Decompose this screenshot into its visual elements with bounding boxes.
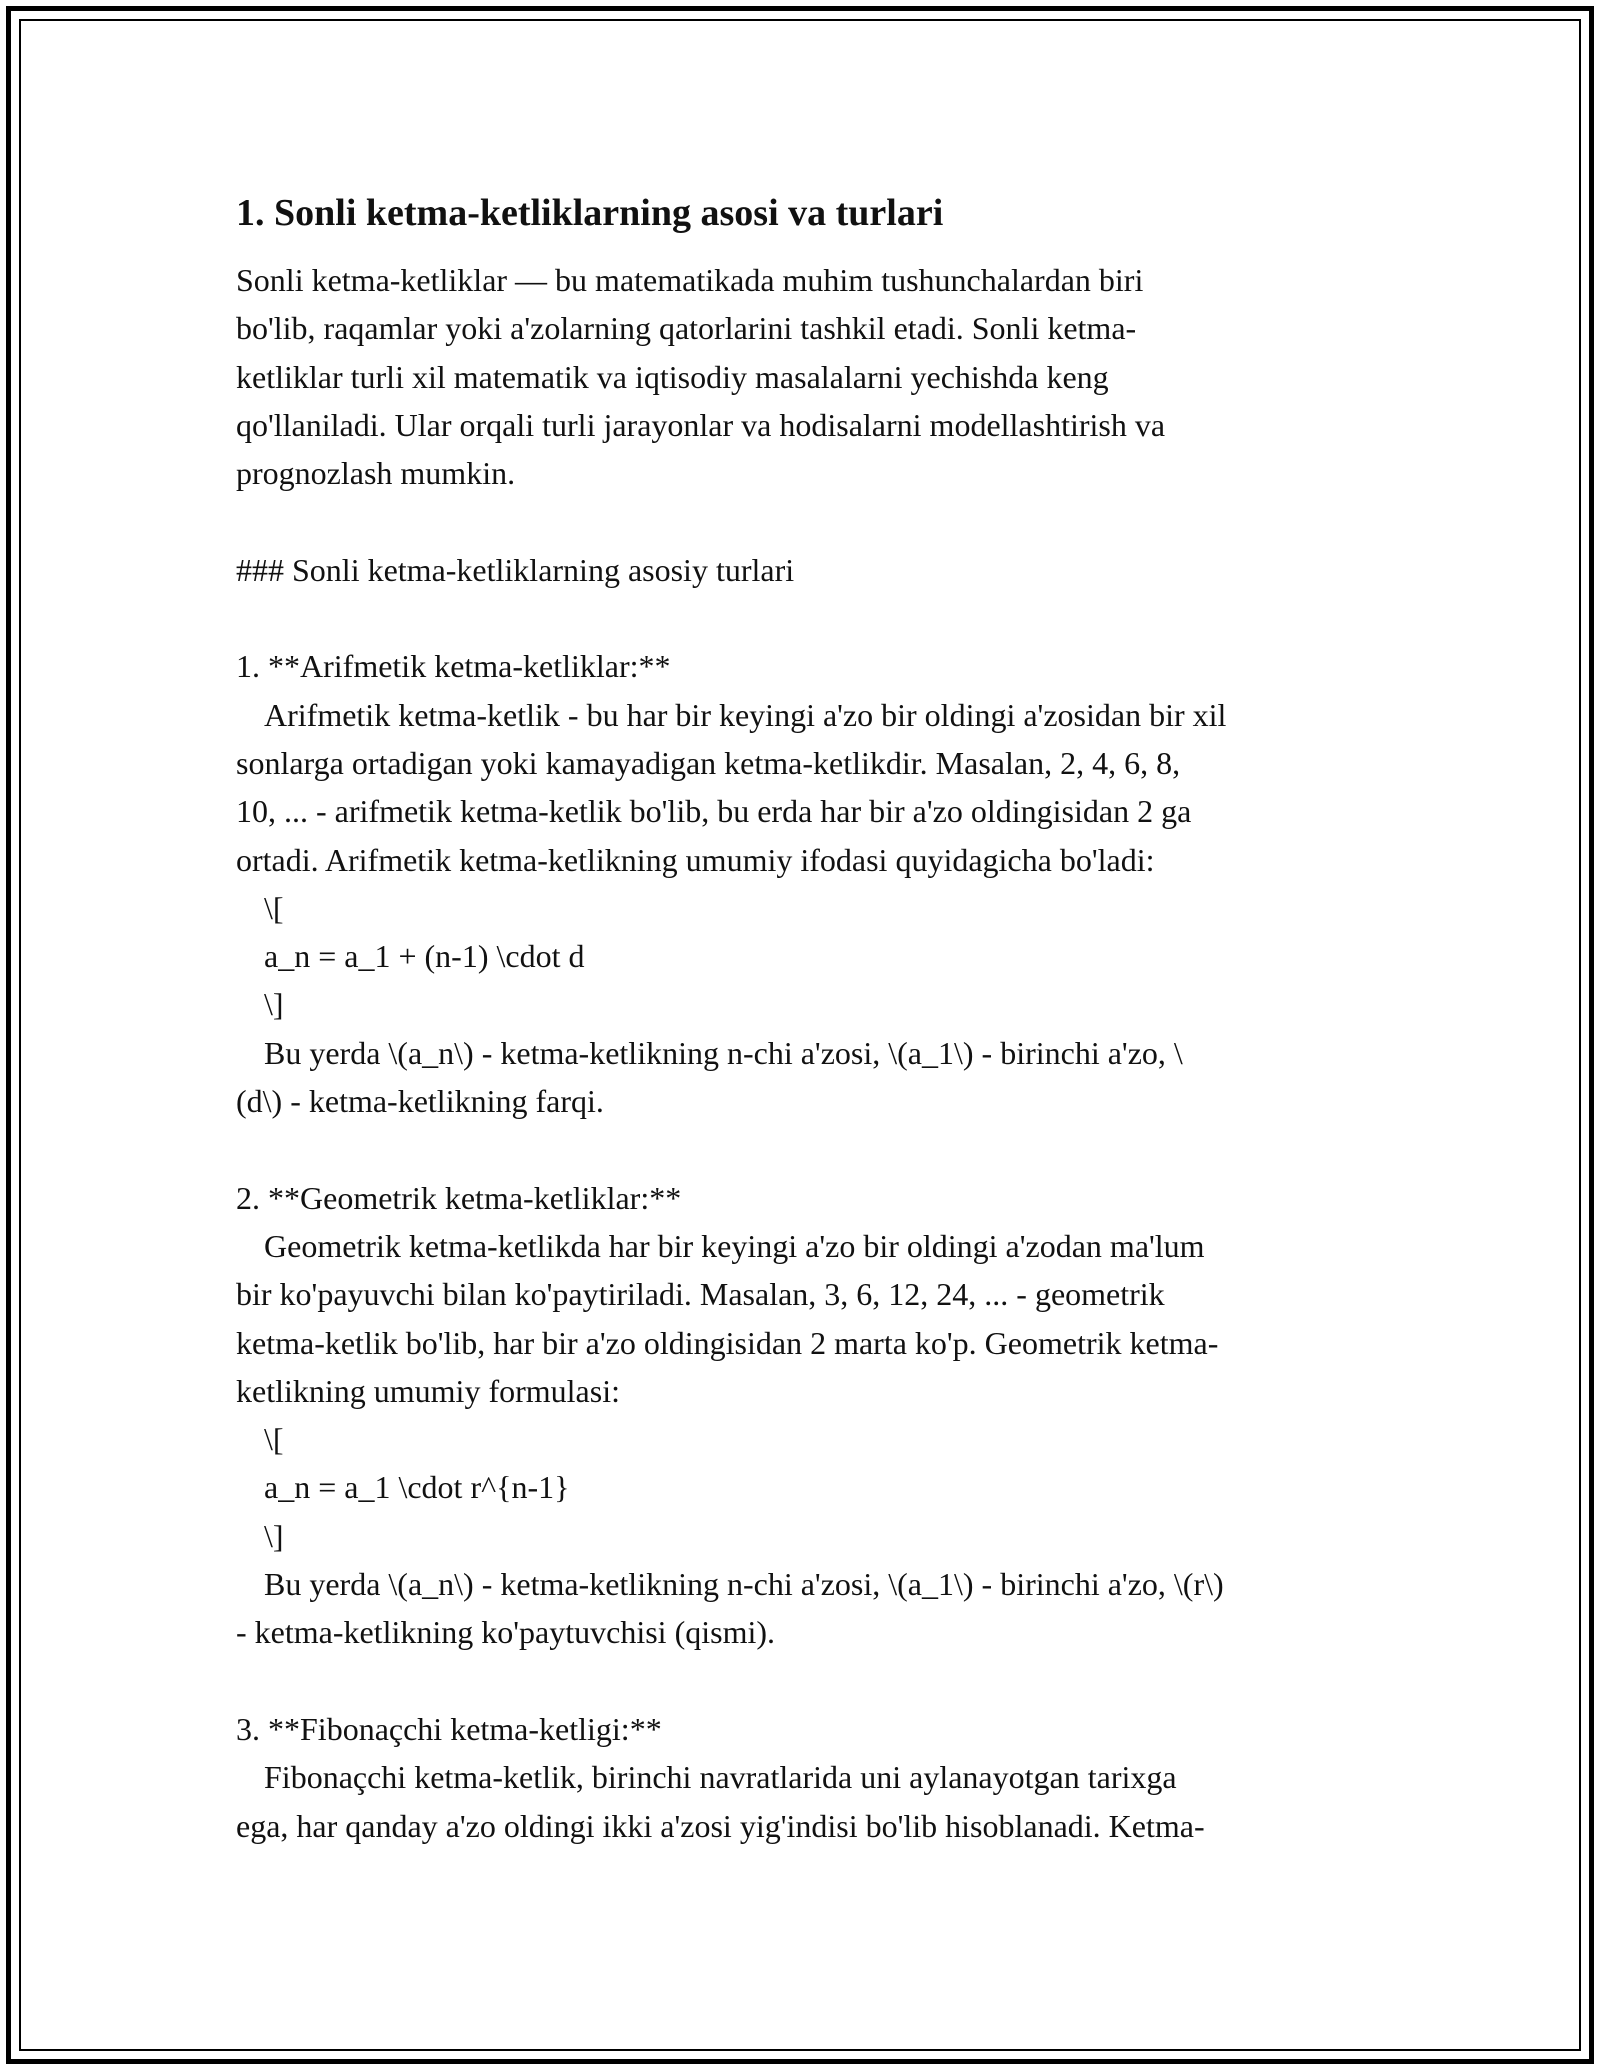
text-line: Arifmetik ketma-ketlik - bu har bir keyingi a'zo bir oldingi a'zosidan bir xil	[264, 696, 1227, 733]
text-line: (d\) - ketma-ketlikning farqi.	[236, 1083, 604, 1120]
text-lines	[236, 256, 1376, 1850]
text-line: ketlikning umumiy formulasi:	[236, 1372, 620, 1409]
blank-line	[236, 594, 1376, 642]
text-line: qo'llaniladi. Ular orqali turli jarayonlar va hodisalarni modellashtirish va	[236, 406, 1166, 443]
text-line: Sonli ketma-ketliklar — bu matematikada muhim tushunchalardan biri	[236, 262, 1144, 298]
text-line: ortadi. Arifmetik ketma-ketlikning umumiy ifodasi quyidagicha bo'ladi:	[236, 841, 1155, 878]
text-line: ### Sonli ketma-ketliklarning asosiy turlari	[236, 551, 795, 588]
text-line: 3. **Fibonaçchi ketma-ketligi:**	[236, 1710, 662, 1747]
text-line: sonlarga ortadigan yoki kamayadigan ketma-ketlikdir. Masalan, 2, 4, 6, 8,	[236, 744, 1181, 781]
document-body	[236, 186, 1376, 1850]
text-line: ketliklar turli xil matematik va iqtisodiy masalalarni yechishda keng	[236, 358, 1109, 395]
text-line: ega, har qanday a'zo oldingi ikki a'zosi yig'indisi bo'lib hisoblanadi. Ketma-	[236, 1807, 1205, 1844]
text-line: \[	[264, 889, 284, 926]
text-line: bir ko'payuvchi bilan ko'paytiriladi. Masalan, 3, 6, 12, 24, ... - geometrik	[236, 1276, 1165, 1313]
section-heading: 1. Sonli ketma-ketliklarning asosi va turlari	[236, 192, 944, 234]
text-line: Bu yerda \(a_n\) - ketma-ketlikning n-chi a'zosi, \(a_1\) - birinchi a'zo, \(r\)	[264, 1566, 1224, 1603]
text-line: Geometrik ketma-ketlikda har bir keyingi a'zo bir oldingi a'zodan ma'lum	[264, 1227, 1205, 1264]
text-line: \]	[264, 986, 284, 1023]
text-line: 2. **Geometrik ketma-ketliklar:**	[236, 1179, 682, 1216]
text-line: 10, ... - arifmetik ketma-ketlik bo'lib, bu erda har bir a'zo oldingisidan 2 ga	[236, 793, 1192, 830]
text-line: bo'lib, raqamlar yoki a'zolarning qatorlarini tashkil etadi. Sonli ketma-	[236, 310, 1137, 347]
text-line: Fibonaçchi ketma-ketlik, birinchi navratlarida uni aylanayotgan tarixga	[264, 1759, 1177, 1796]
text-line: prognozlash mumkin.	[236, 455, 516, 492]
text-line: ketma-ketlik bo'lib, har bir a'zo oldingisidan 2 marta ko'p. Geometrik ketma-	[236, 1324, 1219, 1361]
blank-line	[236, 1125, 1376, 1173]
text-line: 1. **Arifmetik ketma-ketliklar:**	[236, 648, 671, 685]
blank-line	[236, 497, 1376, 545]
text-line: Bu yerda \(a_n\) - ketma-ketlikning n-chi a'zosi, \(a_1\) - birinchi a'zo, \	[264, 1034, 1183, 1071]
text-line: a_n = a_1 \cdot r^{n-1}	[264, 1469, 570, 1506]
text-line: - ketma-ketlikning ko'paytuvchisi (qismi).	[236, 1614, 775, 1651]
text-line: \]	[264, 1517, 284, 1554]
text-line: \[	[264, 1421, 284, 1458]
blank-line	[236, 1657, 1376, 1705]
text-line: a_n = a_1 + (n-1) \cdot d	[264, 938, 585, 975]
